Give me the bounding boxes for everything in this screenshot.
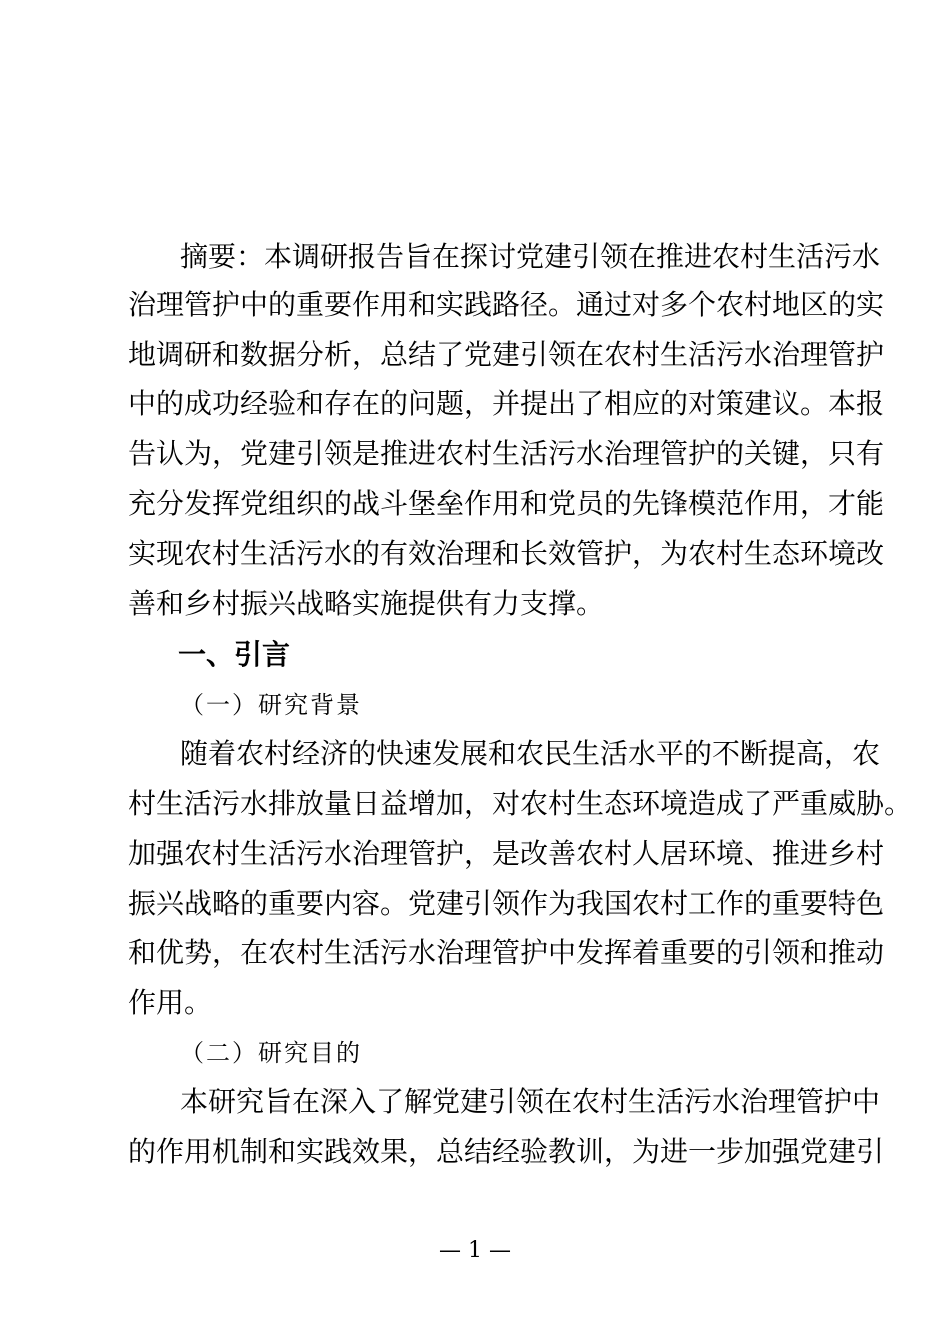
paragraph-line: 加强农村生活污水治理管护，是改善农村人居环境、推进乡村 <box>128 837 885 870</box>
paragraph-line: 和优势，在农村生活污水治理管护中发挥着重要的引领和推动 <box>128 936 885 969</box>
paragraph-line: 本研究旨在深入了解党建引领在农村生活污水治理管护中 <box>180 1085 881 1118</box>
abstract-line: 中的成功经验和存在的问题，并提出了相应的对策建议。本报 <box>128 387 885 420</box>
abstract-line: 充分发挥党组织的战斗堡垒作用和党员的先锋模范作用，才能 <box>128 487 885 520</box>
abstract-line: 地调研和数据分析，总结了党建引领在农村生活污水治理管护 <box>128 338 885 371</box>
abstract-line: 实现农村生活污水的有效治理和长效管护，为农村生态环境改 <box>128 537 885 570</box>
paragraph-line: 作用。 <box>128 986 213 1019</box>
page-number: — 1 — <box>439 1238 511 1263</box>
abstract-line: 摘要：本调研报告旨在探讨党建引领在推进农村生活污水 <box>180 240 881 273</box>
paragraph-line: 村生活污水排放量日益增加，对农村生态环境造成了严重威胁。 <box>128 787 913 820</box>
section-heading: 一、引言 <box>178 638 291 671</box>
abstract-line: 告认为，党建引领是推进农村生活污水治理管护的关键，只有 <box>128 437 885 470</box>
subsection-heading: （二）研究目的 <box>180 1039 362 1067</box>
paragraph-line: 的作用机制和实践效果，总结经验教训，为进一步加强党建引 <box>128 1135 885 1168</box>
subsection-heading: （一）研究背景 <box>180 691 362 719</box>
abstract-line: 善和乡村振兴战略实施提供有力支撑。 <box>128 587 605 620</box>
abstract-line: 治理管护中的重要作用和实践路径。通过对多个农村地区的实 <box>128 288 885 321</box>
paragraph-line: 随着农村经济的快速发展和农民生活水平的不断提高，农 <box>180 737 881 770</box>
paragraph-line: 振兴战略的重要内容。党建引领作为我国农村工作的重要特色 <box>128 887 885 920</box>
